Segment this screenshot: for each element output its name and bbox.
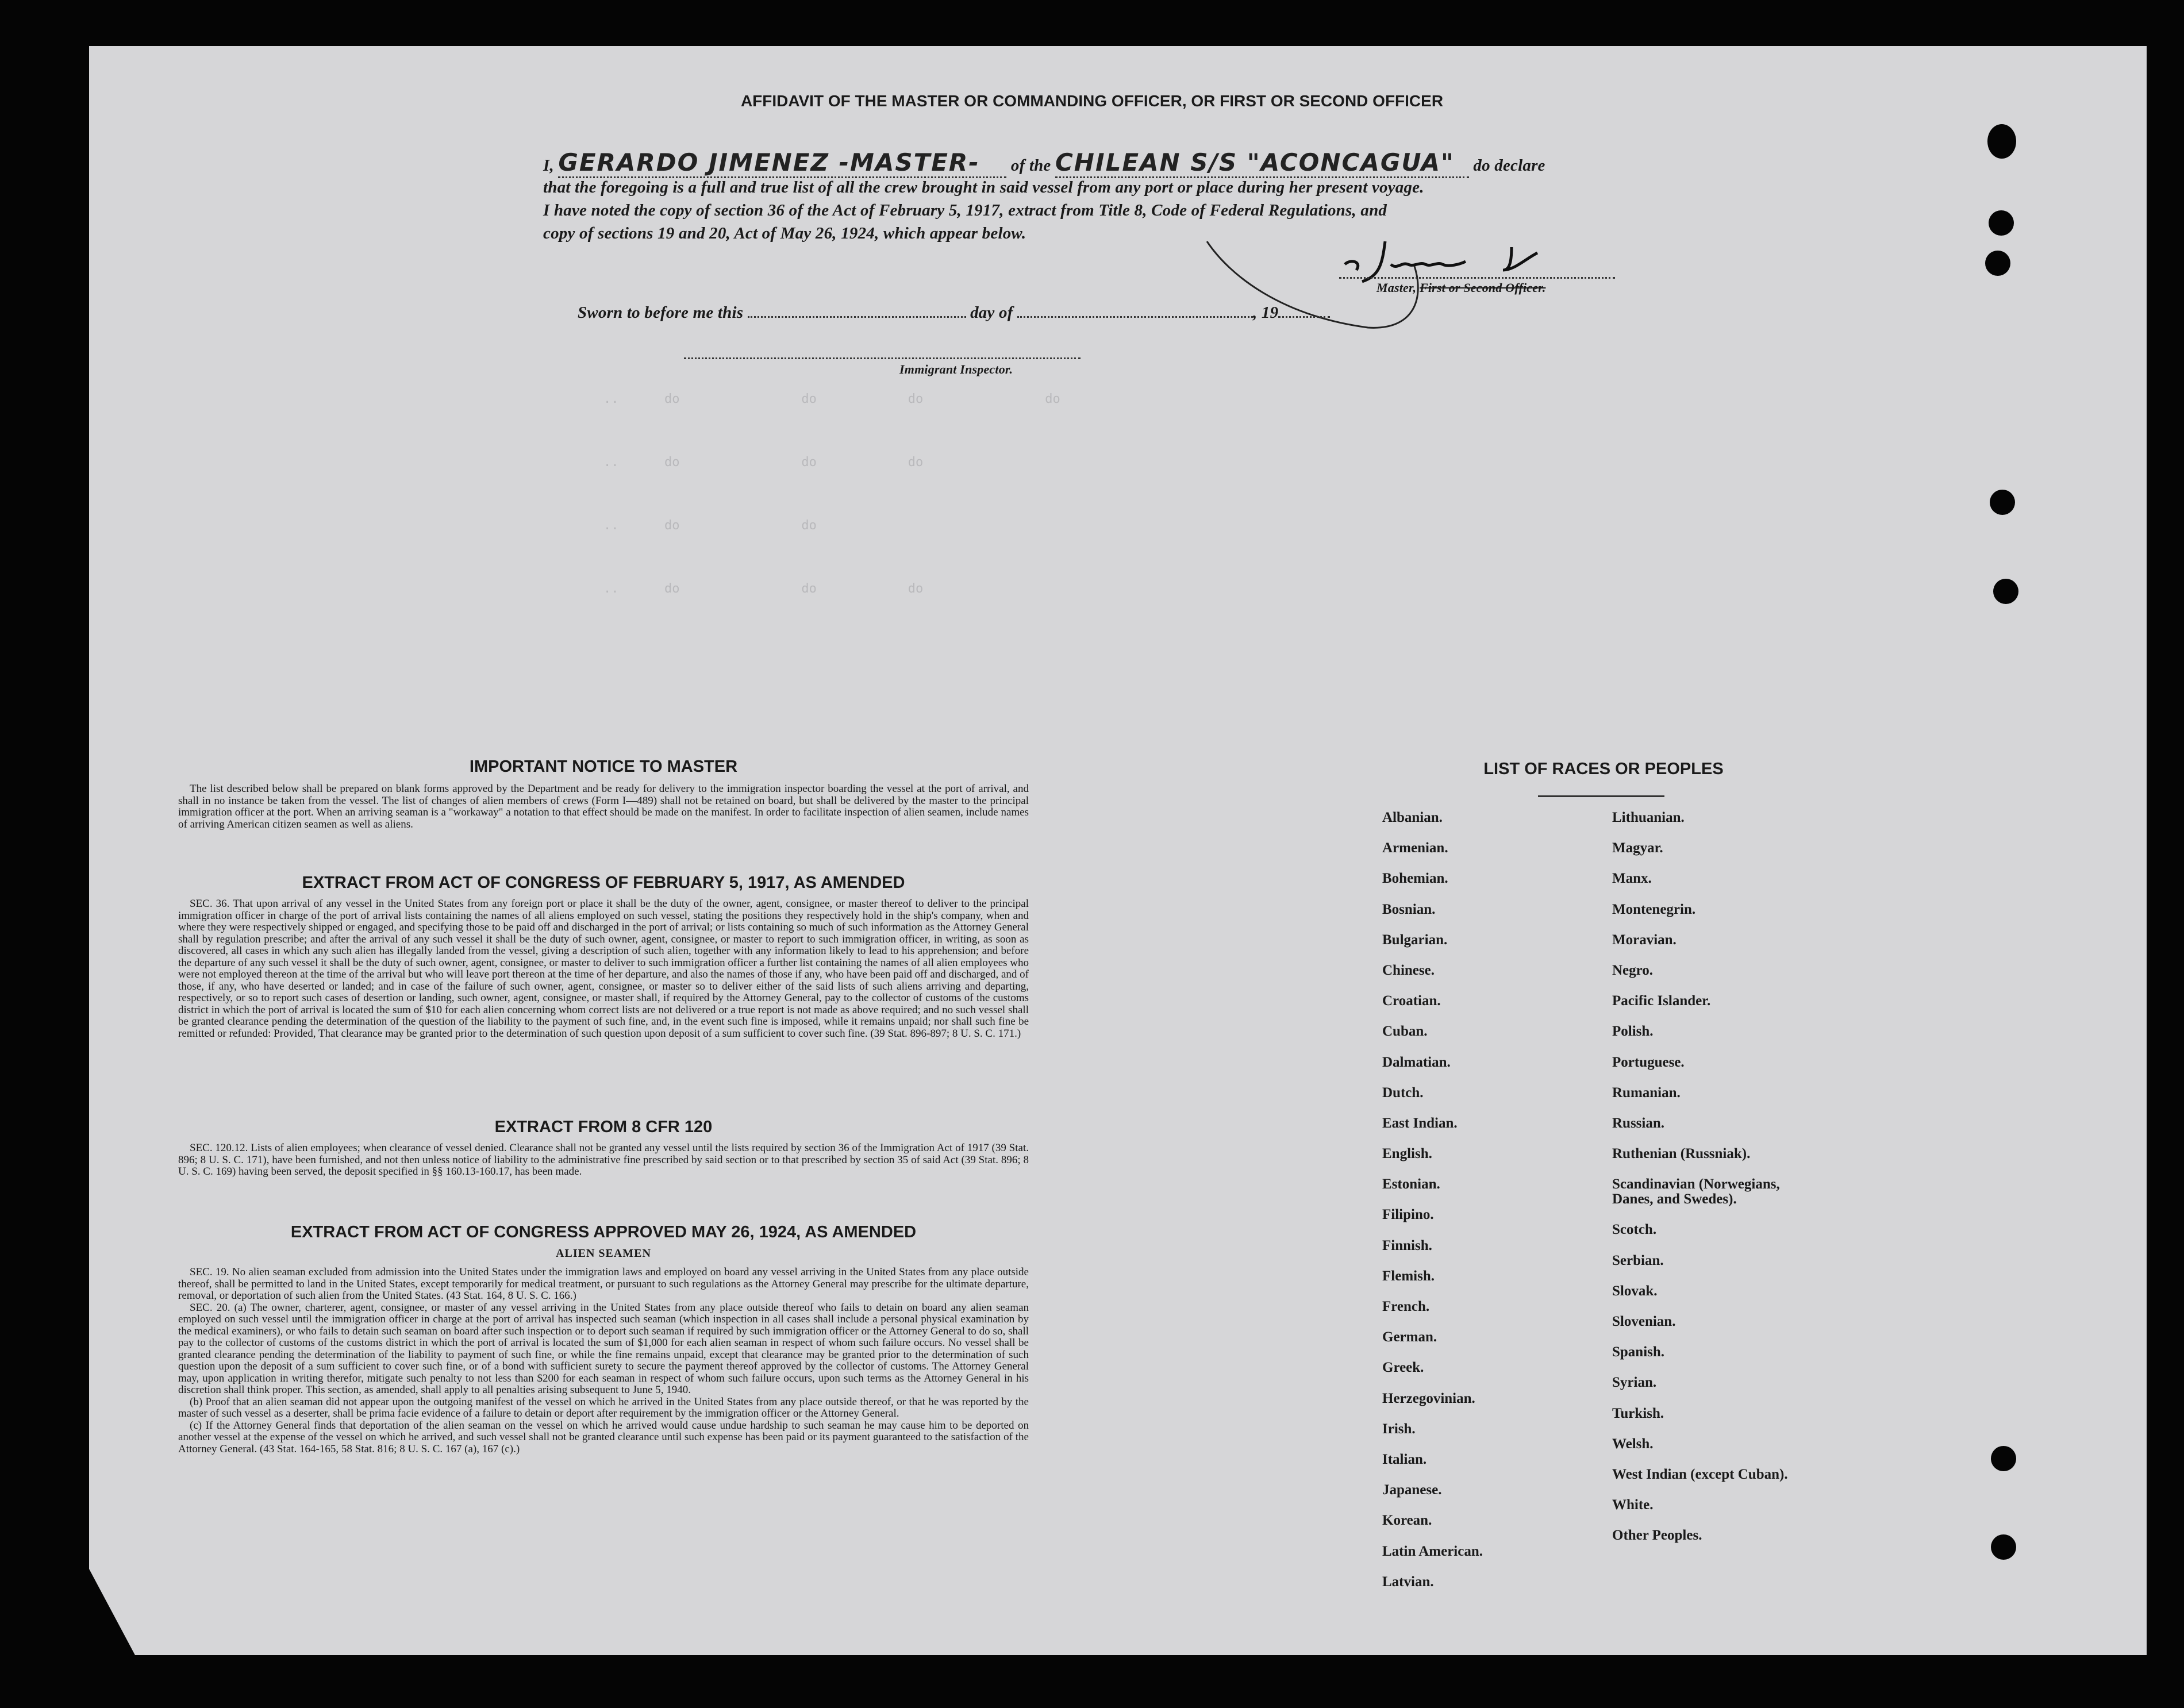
extract-cfr-body: SEC. 120.12. Lists of alien employees; when clearance of vessel denied. Clearance shall not be granted any vessel until the lists required by section 36 of the Immigration Act of 1917 (39 Stat. 896; 8 U. S. C. 171), have been furnished, and not then unless notice of liability to the administrative fine prescribed by said section or to that prescribed by section 35 of said Act (39 Stat. 896; 8 U. S. C. 169) having been served, the deposit specified in §§ 160.13-160.17, has been made. — [178, 1142, 1029, 1178]
race-item: Japanese. — [1382, 1482, 1442, 1498]
punch-hole — [1991, 1534, 2016, 1560]
race-item: Serbian. — [1612, 1252, 1664, 1268]
races-title-rule — [1538, 795, 1664, 797]
race-item: Russian. — [1612, 1115, 1665, 1131]
race-item: Croatian. — [1382, 993, 1441, 1009]
extract-1924-body — [178, 1267, 1029, 1455]
race-item: Syrian. — [1612, 1375, 1657, 1391]
race-item: Albanian. — [1382, 810, 1443, 825]
race-item: Bosnian. — [1382, 901, 1436, 917]
race-item: French. — [1382, 1299, 1430, 1314]
race-item: Finnish. — [1382, 1237, 1432, 1253]
race-item: Pacific Islander. — [1612, 993, 1711, 1009]
sworn-date-blank — [748, 313, 966, 318]
race-item: Manx. — [1612, 871, 1652, 887]
extract-1924-sec20a: SEC. 20. (a) The owner, charterer, agent, consignee, or master of any vessel arriving in the United States from any place outside thereof who fails to detain on board any alien seaman employed on such vessel until the immigration officer in charge at the port of arrival has inspected such seaman (which inspection in all cases shall include a personal physical examination by the medical examiners), or who fails to detain such seaman on board after such inspection or to deport such seaman if required by such immigration officer or the Attorney General to do so, shall pay to the collector of customs of the customs district in which the port of arrival is located the sum of $1,000 for each alien seaman in respect of whom such failure occurs. No vessel shall be granted clearance pending the determination of the liability to payment of such fine, or while the fine remains unpaid, except that clearance may be granted prior to the determination of such question upon the deposit of a sum sufficient to cover such fine, or of a bond with sufficient surety to secure the payment thereof approved by the collector of customs. The Attorney General may, upon application in writing therefor, mitigate such penalty to not less than $200 for each seaman in respect of whom such failure occurs, upon such terms as the Attorney General in his discretion shall think proper. This section, as amended, shall apply to all penalties arising subsequent to June 5, 1940. — [178, 1301, 1029, 1396]
extract-1917-title: EXTRACT FROM ACT OF CONGRESS OF FEBRUARY 5, 1917, AS AMENDED — [302, 874, 905, 892]
year-label: , 19 — [1253, 303, 1279, 322]
race-item: Montenegrin. — [1612, 901, 1696, 917]
race-item: Negro. — [1612, 962, 1654, 978]
extract-cfr-title: EXTRACT FROM 8 CFR 120 — [494, 1118, 713, 1136]
race-item: Italian. — [1382, 1451, 1427, 1467]
vessel-name-handwritten: CHILEAN S/S "ACONCAGUA" — [1055, 148, 1469, 178]
race-item: Greek. — [1382, 1360, 1424, 1376]
race-item: Korean. — [1382, 1513, 1432, 1529]
race-item: Spanish. — [1612, 1344, 1665, 1360]
race-item: Estonian. — [1382, 1176, 1440, 1192]
race-item: Bohemian. — [1382, 871, 1448, 887]
notice-title: IMPORTANT NOTICE TO MASTER — [469, 757, 738, 776]
races-column-2 — [1612, 810, 1934, 1559]
bleed-through-marks: .. do do do do .. do do do .. do do .. do do do — [603, 392, 1060, 596]
races-column-1 — [1382, 810, 1589, 1605]
race-item: Bulgarian. — [1382, 932, 1448, 948]
signature-role — [1376, 280, 1545, 295]
affidavit-declaration-line2: that the foregoing is a full and true list of all the crew brought in said vessel from any port or place during her present voyage. — [543, 178, 1424, 197]
affidavit-declaration-line3: I have noted the copy of section 36 of the Act of February 5, 1917, extract from Title 8, Code of Federal Regulations, and — [543, 201, 1387, 220]
race-item: Slovak. — [1612, 1283, 1658, 1299]
race-item: Welsh. — [1612, 1436, 1654, 1452]
race-item: Dalmatian. — [1382, 1054, 1451, 1070]
race-item: Rumanian. — [1612, 1084, 1681, 1101]
punch-hole — [1985, 251, 2010, 276]
notice-body: The list described below shall be prepared on blank forms approved by the Department and be ready for delivery to the immigration inspector boarding the vessel at the port of arrival, and shall in no instance be taken from the vessel. The list of changes of alien members of crews (Form I—489) shall not be retained on board, but shall be delivered by the master to the principal immigration officer at the port. When an arriving seaman is a "workaway" a notation to that effect should be made on the manifest. In order to facilitate inspection of alien seamen, include names of arriving American citizen seamen as well as aliens. — [178, 783, 1029, 830]
affidavit-title: AFFIDAVIT OF THE MASTER OR COMMANDING OFFICER, OR FIRST OR SECOND OFFICER — [740, 92, 1444, 110]
signature-role-master: Master, — [1376, 280, 1417, 295]
inspector-signature-line — [684, 357, 1081, 359]
punch-hole — [1993, 579, 2018, 604]
race-item: Turkish. — [1612, 1405, 1664, 1421]
punch-hole — [1989, 210, 2014, 236]
races-title: LIST OF RACES OR PEOPLES — [1483, 760, 1724, 778]
affidavit-declaration-line4: copy of sections 19 and 20, Act of May 26, 1924, which appear below. — [543, 224, 1026, 243]
signature-line — [1339, 277, 1615, 279]
race-item: German. — [1382, 1329, 1437, 1345]
race-item: Latin American. — [1382, 1543, 1483, 1559]
race-item: Portuguese. — [1612, 1054, 1685, 1070]
sworn-label: Sworn to before me this — [578, 303, 744, 322]
race-item: Flemish. — [1382, 1268, 1435, 1284]
punch-hole — [1987, 124, 2016, 159]
race-item: Magyar. — [1612, 840, 1663, 856]
race-item: Other Peoples. — [1612, 1528, 1702, 1544]
race-item: Filipino. — [1382, 1207, 1434, 1223]
extract-1924-sec20c: (c) If the Attorney General finds that deportation of the alien seaman on the vessel on which he arrived would cause undue hardship to such seaman he may cause him to be deported on another vessel at the expense of the vessel on which he arrived, and such vessel shall not be granted clearance until such expense has been paid or its payment guaranteed to the satisfaction of the Attorney General. (43 Stat. 164-165, 58 Stat. 816; 8 U. S. C. 167 (a), 167 (c).) — [178, 1419, 1029, 1455]
do-declare-label: do declare — [1473, 156, 1545, 175]
race-item: Dutch. — [1382, 1084, 1424, 1101]
race-item: Scandinavian (Norwegians, — [1612, 1176, 1780, 1192]
race-item: Danes, and Swedes). — [1612, 1191, 1737, 1207]
of-the-label: of the — [1010, 156, 1051, 175]
race-item: East Indian. — [1382, 1115, 1458, 1131]
affidavit-declaration-line1 — [543, 148, 1629, 178]
extract-1917-body: SEC. 36. That upon arrival of any vessel in the United States from any foreign port or place it shall be the duty of the owner, agent, consignee, or master thereof to deliver to the principal immigration officer in charge of the port of arrival lists containing the names of all aliens employed on such vessel, stating the positions they respectively hold in the ship's company, when and where they were respectively shipped or engaged, and specifying those to be paid off and discharged in the port of arrival; or lists containing so much of such information as the Attorney General shall by regulation prescribe; and after the arrival of any such vessel it shall be the duty of such owner, agent, consignee, or master to report to such immigration officer, in writing, as soon as discovered, all cases in which any such alien has illegally landed from the vessel, giving a description of such alien, together with any information likely to lead to his apprehension; and before the departure of any such vessel it shall be the duty of such owner, agent, consignee, or master to deliver to such immigration officer a further list containing the names of all alien employees who were not employed thereon at the time of the arrival but who will leave port thereon at the time of her departure, and also the names of those if any, who have been paid off and discharged, and of those, if any, who have deserted or landed; and in case of the failure of such owner, agent, consignee, or master so to deliver either of the said lists of such aliens arriving and departing, respectively, or so to report such cases of desertion or landing, such owner, agent, consignee, or master shall, if required by the Attorney General, pay to the collector of customs of the customs district in which the port of arrival is located the sum of $10 for each alien concerning whom correct lists are not delivered or a true report is not made as above required; and no such vessel shall be granted clearance pending the determination of the question of the liability to the payment of such fine, and, in the event such fine is imposed, while it remains unpaid; nor shall such fine be remitted or refunded: Provided, That clearance may be granted prior to the determination of such question upon deposit of a sum sufficient to cover such fine. (39 Stat. 896-897; 8 U. S. C. 171.) — [178, 898, 1029, 1040]
race-item: English. — [1382, 1146, 1432, 1162]
extract-1924-sec19: SEC. 19. No alien seaman excluded from admission into the United States under the immigration laws and employed on board any vessel arriving in the United States from any place outside thereof, shall be permitted to land in the United States, except temporarily for medical treatment, or pursuant to such regulations as the Attorney General may prescribe for the ultimate departure, removal, or deportation of such alien from the United States. (43 Stat. 164, 8 U. S. C. 166.) — [178, 1266, 1029, 1302]
race-item: Cuban. — [1382, 1024, 1428, 1040]
inspector-label: Immigrant Inspector. — [899, 362, 1013, 376]
i-prefix: I, — [543, 156, 554, 175]
race-item: Chinese. — [1382, 962, 1435, 978]
extract-1924-subtitle: ALIEN SEAMEN — [556, 1247, 651, 1260]
sworn-line — [578, 303, 1330, 322]
race-item: Ruthenian (Russniak). — [1612, 1146, 1751, 1162]
race-item: Armenian. — [1382, 840, 1448, 856]
race-item: Polish. — [1612, 1024, 1654, 1040]
signature-role-struck: First or Second Officer. — [1419, 280, 1546, 295]
sworn-month-blank — [1017, 313, 1253, 318]
punch-hole — [1990, 490, 2015, 515]
race-item: Latvian. — [1382, 1574, 1434, 1590]
race-item: Slovenian. — [1612, 1314, 1676, 1329]
day-of-label: day of — [970, 303, 1013, 322]
extract-1924-sec20b: (b) Proof that an alien seaman did not appear upon the outgoing manifest of the vessel on which he arrived in the United States from any place outside thereof, or that he was reported by the master of such vessel as a deserter, shall be prima facie evidence of a failure to detain or deport after requirement by the immigration officer or the Attorney General. — [178, 1395, 1029, 1420]
race-item: Lithuanian. — [1612, 810, 1685, 825]
master-name-handwritten: GERARDO JIMENEZ -MASTER- — [558, 148, 1006, 178]
race-item: Herzegovinian. — [1382, 1390, 1475, 1406]
sworn-year-blank — [1278, 313, 1330, 318]
race-item: Moravian. — [1612, 932, 1677, 948]
race-item: Scotch. — [1612, 1222, 1657, 1238]
race-item: West Indian (except Cuban). — [1612, 1466, 1788, 1482]
race-item: Irish. — [1382, 1421, 1416, 1437]
punch-hole — [1991, 1446, 2016, 1471]
race-item: White. — [1612, 1497, 1654, 1513]
extract-1924-title: EXTRACT FROM ACT OF CONGRESS APPROVED MAY 26, 1924, AS AMENDED — [290, 1223, 917, 1241]
